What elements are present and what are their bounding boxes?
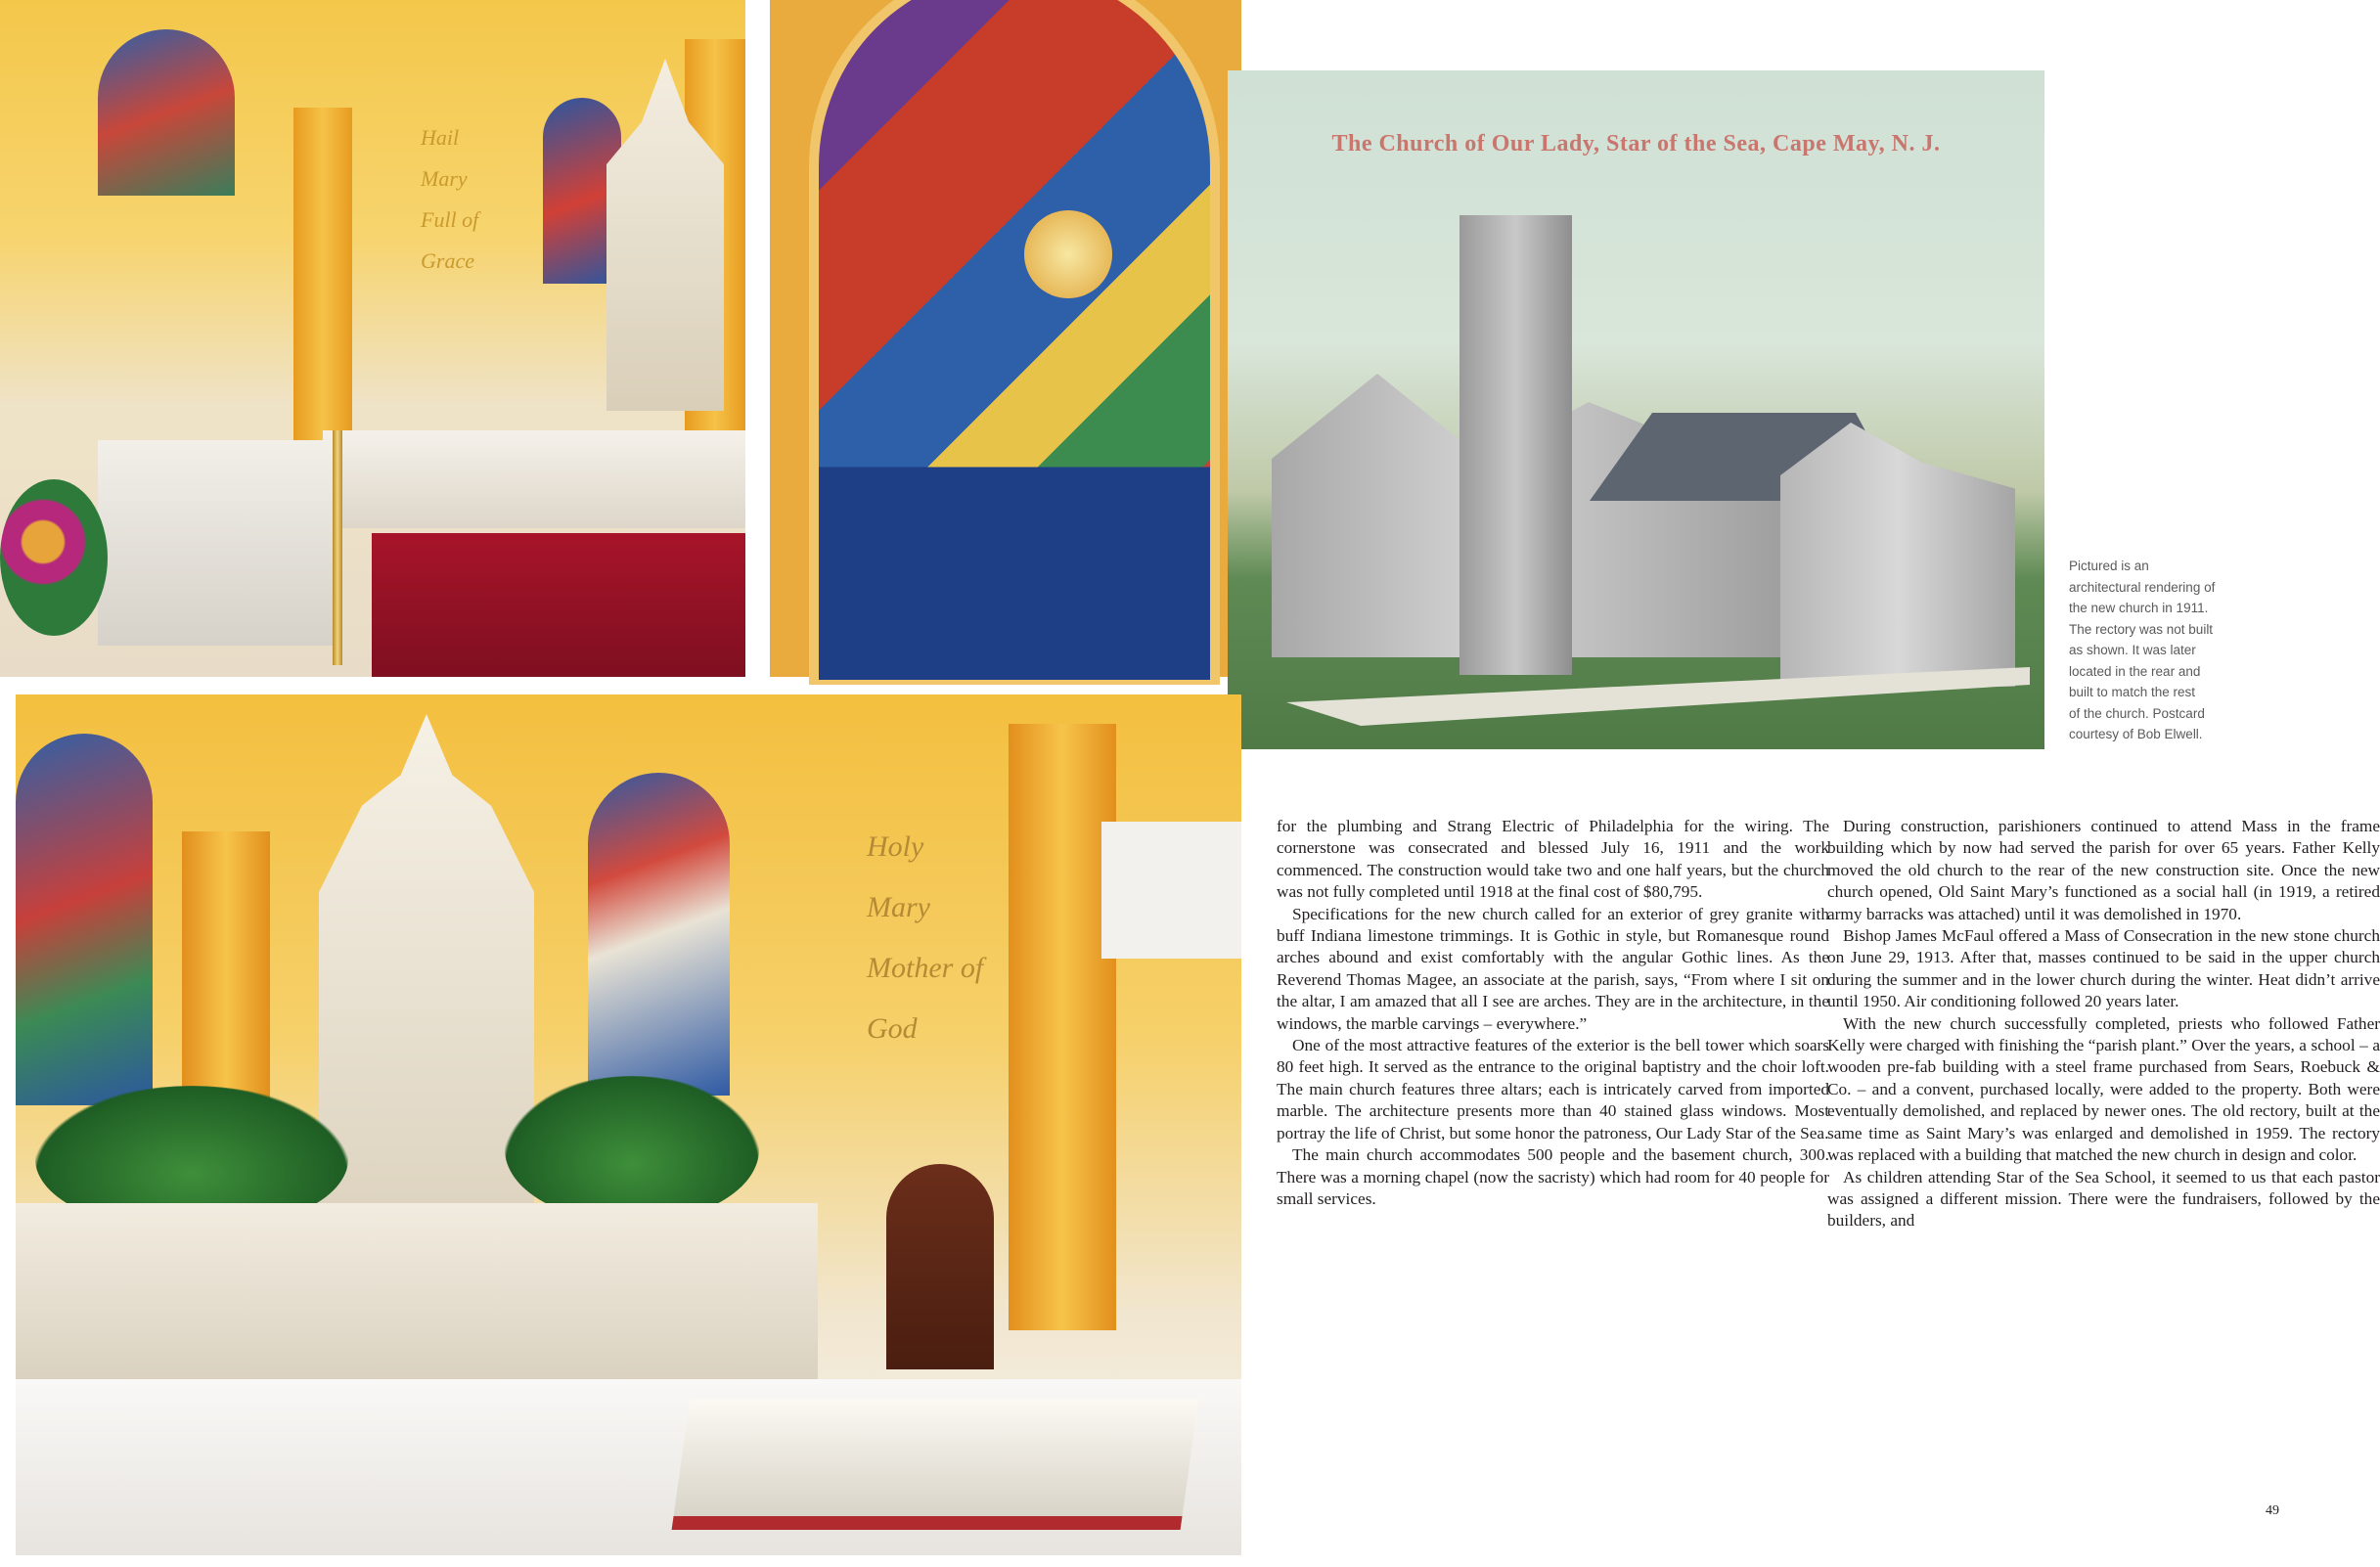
paragraph: The main church accommodates 500 people and the basement church, 300. There was a morning chapel (now the sacristy) which had room for 40 people for small services. xyxy=(1277,1145,1829,1208)
article-column-left xyxy=(1277,816,1829,1210)
inscription-line: Grace xyxy=(421,248,474,273)
caption-line: of the church. Postcard xyxy=(2069,705,2205,721)
caption-line: the new church in 1911. xyxy=(2069,601,2209,615)
inscription-line: Hail xyxy=(421,125,460,150)
arched-door xyxy=(886,1164,994,1369)
speaker-box xyxy=(1101,822,1241,959)
column xyxy=(293,108,352,440)
caption-line: as shown. It was later xyxy=(2069,643,2196,657)
altar-table xyxy=(98,440,333,646)
paragraph: Bishop James McFaul offered a Mass of Consecration in the new stone church on June 29, 1913. After that, masses continued to be said in the upper church during the summer and in the lower church during the winter. Heat didn’t arrive until 1950. Air conditioning followed 20 years later. xyxy=(1827,926,2380,1011)
paragraph: With the new church successfully completed, priests who followed Father Kelly were charged with finishing the “parish plant.” Over the years, a school – a wooden pre-fab building with a steel frame purchased from Sears, Roebuck & Co. – and a convent, purchased locally, were added to the property. Both were eventually demolished, and replaced by newer ones. The old rectory, built at the same time as Saint Mary’s was enlarged and demolished in 1959. The rectory was replaced with a building that matched the new church in design and color. xyxy=(1827,1013,2380,1165)
candlestick xyxy=(333,430,342,665)
inscription-line: Full of xyxy=(421,207,479,232)
column xyxy=(1009,724,1116,1330)
flower-arrangement xyxy=(0,479,108,636)
inscription-line: Mary xyxy=(421,166,468,191)
inscription-line: God xyxy=(867,1012,918,1045)
caption-line: located in the rear and xyxy=(2069,663,2201,679)
red-carpet xyxy=(372,533,745,677)
stained-glass-photo xyxy=(770,0,1241,677)
altar-photo xyxy=(0,0,745,677)
altar-reredos xyxy=(319,714,534,1223)
rectory xyxy=(1780,423,2015,687)
caption-line: Pictured is an xyxy=(2069,559,2149,573)
fern-plants xyxy=(505,1076,759,1223)
article-column-right xyxy=(1827,816,2380,1232)
stained-glass-window xyxy=(16,734,153,1105)
wall-inscription xyxy=(421,117,538,282)
caption-line: courtesy of Bob Elwell. xyxy=(2069,727,2203,741)
caption-line: The rectory was not built xyxy=(2069,621,2214,637)
page-number: 49 xyxy=(2266,1503,2279,1518)
halo xyxy=(1024,210,1112,298)
inscription-line: Holy xyxy=(867,830,924,863)
walkway xyxy=(1286,667,2030,726)
postcard-photo xyxy=(1228,70,2044,749)
caption-line: architectural rendering of xyxy=(2069,579,2216,595)
inscription-line: Mother of xyxy=(867,952,984,984)
stained-glass-panel xyxy=(819,0,1210,680)
paragraph: for the plumbing and Strang Electric of Philadelphia for the wiring. The cornerstone was consecrated and blessed July 16, 1911 and the work commenced. The construction would take two and one half years, but the church was not fully completed until 1918 at the final cost of $80,795. xyxy=(1277,817,1829,902)
wall-inscription xyxy=(867,817,1004,1059)
missal-book xyxy=(672,1399,1199,1530)
postcard-title: The Church of Our Lady, Star of the Sea, Cape May, N. J. xyxy=(1331,131,1941,157)
bell-tower xyxy=(1459,215,1572,675)
paragraph: During construction, parishioners continued to attend Mass in the frame building which by now had served the parish for over 65 years. Father Kelly moved the old church to the rear of the new construction site. Once the new church opened, Old Saint Mary’s functioned as a social hall (in 1919, a retired army barracks was attached) until it was demolished in 1970. xyxy=(1827,817,2380,923)
paragraph: One of the most attractive features of the exterior is the bell tower which soars 80 feet high. It served as the entrance to the original baptistry and the choir loft. The main church features three altars; each is intricately carved from imported marble. The architecture presents more than 40 stained glass windows. Most portray the life of Christ, but some honor the patroness, Our Lady Star of the Sea. xyxy=(1277,1036,1829,1142)
paragraph: As children attending Star of the Sea School, it seemed to us that each pastor was assigned a different mission. There were the fundraisers, followed by the builders, and xyxy=(1827,1167,2380,1231)
paragraph: Specifications for the new church called for an exterior of grey granite with buff Indiana limestone trimmings. It is Gothic in style, but Romanesque round arches abound and exist comfortably with the angular Gothic lines. As the Reverend Thomas Magee, an associate at the parish, says, “From where I sit on the altar, I am amazed that all I see are arches. They are in the architecture, in the windows, the marble carvings – everywhere.” xyxy=(1277,904,1829,1033)
marble-altar xyxy=(16,1203,818,1399)
inscription-line: Mary xyxy=(867,891,930,923)
marble-steps xyxy=(323,430,745,528)
main-altar-photo xyxy=(16,694,1241,1555)
photo-caption xyxy=(2069,556,2294,745)
caption-line: built to match the rest xyxy=(2069,685,2196,699)
stained-glass-window xyxy=(98,29,235,196)
stained-glass-window xyxy=(588,773,730,1096)
